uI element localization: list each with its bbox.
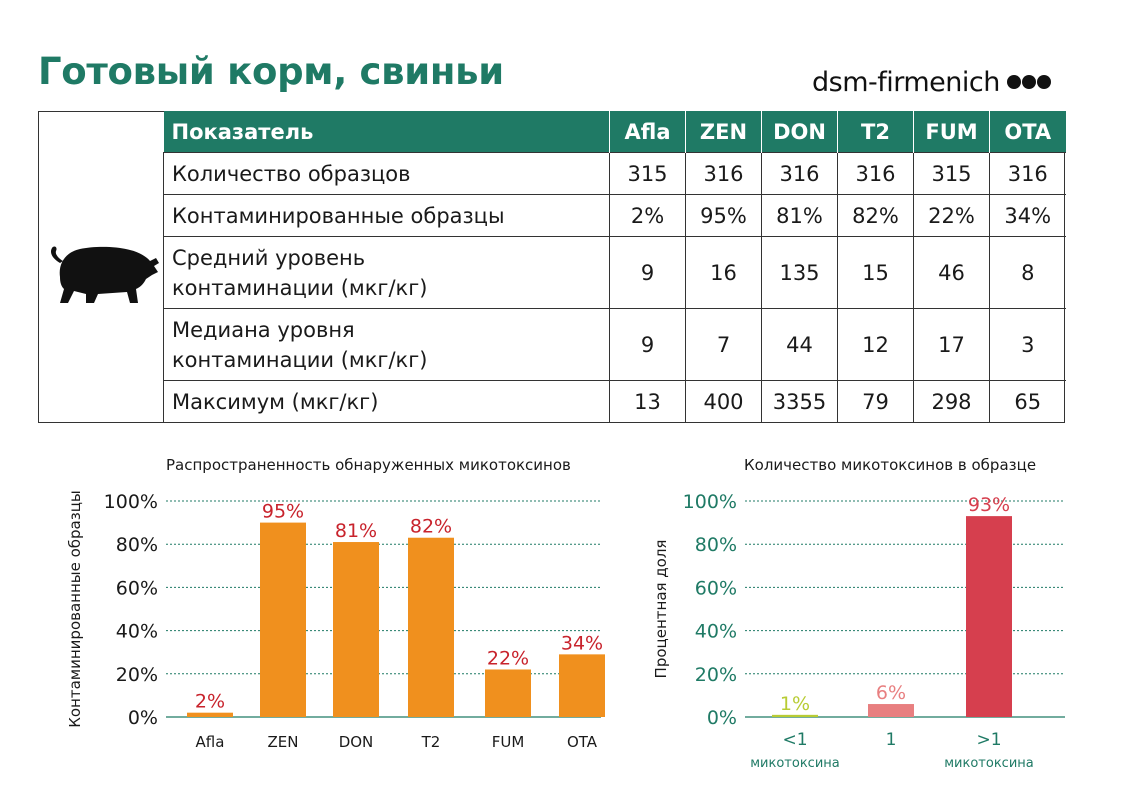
table-body [164,153,1066,424]
x-tick-label: микотоксина [750,756,840,771]
y-tick-label: 60% [694,577,737,600]
bar [559,654,605,717]
table-cell: 2% [610,195,686,237]
y-tick-label: 80% [694,534,737,557]
column-header-indicator: Показатель [164,111,610,153]
bar [333,542,379,717]
row-label-line: Максимум (мкг/кг) [172,390,379,415]
y-axis-label: Процентная доля [652,539,670,679]
row-label [164,381,610,423]
table-cell: 315 [610,153,686,195]
y-tick-label: 100% [682,491,737,513]
table-row [164,195,1066,237]
chart-title-prevalence: Распространенность обнаруженных микотоксинов [166,456,571,474]
page-title: Готовый корм, свиньи [38,50,504,93]
row-label-line: контаминации (мкг/кг) [172,275,428,300]
table-cell: 3 [990,309,1066,381]
table-cell: 81% [762,195,838,237]
x-tick-label: >1 [976,730,1002,750]
y-tick-label: 0% [127,707,158,729]
data-label: 6% [875,682,907,705]
pig-icon [42,237,162,307]
table-cell: 316 [838,153,914,195]
x-tick-label: FUM [491,733,525,751]
data-label: 2% [194,690,226,713]
table-cell: 9 [610,237,686,309]
column-header-fum: FUM [914,111,990,153]
table-cell: 13 [610,381,686,423]
table-cell: 8 [990,237,1066,309]
x-tick-label: OTA [566,733,598,751]
y-tick-label: 100% [103,491,158,513]
bar [868,704,914,717]
data-label: 22% [486,647,530,670]
row-label-line: Контаминированные образцы [172,203,505,228]
table-cell: 298 [914,381,990,423]
y-tick-label: 40% [115,620,158,643]
column-header-ota: OTA [990,111,1066,153]
table-cell: 46 [914,237,990,309]
bar [485,669,531,717]
table-cell: 316 [686,153,762,195]
table-cell: 316 [762,153,838,195]
table-row [164,309,1066,381]
table-cell: 400 [686,381,762,423]
table-cell: 15 [838,237,914,309]
data-label: 34% [560,632,604,655]
table-cell: 34% [990,195,1066,237]
bar [966,516,1012,717]
column-header-t2: T2 [838,111,914,153]
x-tick-label: ZEN [267,733,299,751]
bar [408,538,454,717]
y-tick-label: 60% [115,577,158,600]
x-tick-label: T2 [421,733,441,751]
column-header-don: DON [762,111,838,153]
x-tick-label: Afla [195,733,225,751]
table-cell: 9 [610,309,686,381]
data-label: 95% [261,500,305,523]
column-header-afla: Afla [610,111,686,153]
table-cell: 22% [914,195,990,237]
row-label-line: Количество образцов [172,161,411,186]
table-cell: 17 [914,309,990,381]
three-dots-logo-icon [1007,75,1051,89]
y-tick-label: 20% [694,663,737,686]
row-label-line: Медиана уровня [172,317,355,342]
table-cell: 7 [686,309,762,381]
x-tick-label: <1 [782,730,808,750]
y-tick-label: 40% [694,620,737,643]
table-cell: 135 [762,237,838,309]
charts-canvas [0,440,1123,794]
chart-title-count: Количество микотоксинов в образце [744,456,1037,474]
data-label: 82% [409,515,453,538]
table-cell: 95% [686,195,762,237]
row-label [164,309,610,381]
row-label [164,153,610,195]
table-cell: 16 [686,237,762,309]
data-label: 1% [779,692,811,715]
table-row [164,381,1066,423]
y-tick-label: 80% [115,534,158,557]
y-tick-label: 20% [115,663,158,686]
table-cell: 3355 [762,381,838,423]
company-logo [812,64,1051,100]
table-row [164,153,1066,195]
x-tick-label: 1 [885,730,897,750]
x-tick-label: DON [338,733,374,751]
y-tick-label: 0% [706,707,737,729]
table-cell: 79 [838,381,914,423]
table-cell: 82% [838,195,914,237]
x-tick-label: микотоксина [944,756,1034,771]
table-cell: 44 [762,309,838,381]
table-cell: 316 [990,153,1066,195]
data-label: 81% [334,520,378,543]
bar [260,523,306,717]
row-label [164,195,610,237]
bar [187,713,233,717]
row-label-line: контаминации (мкг/кг) [172,347,428,372]
mycotoxin-table [163,111,1066,423]
table-cell: 12 [838,309,914,381]
table-row [164,237,1066,309]
row-label [164,237,610,309]
column-header-zen: ZEN [686,111,762,153]
row-label-line: Средний уровень [172,245,366,270]
table-cell: 65 [990,381,1066,423]
data-label: 93% [967,494,1011,517]
bar [772,715,818,717]
logo-text: dsm-firmenich [812,66,1000,98]
y-axis-label: Контаминированные образцы [66,490,84,728]
table-cell: 315 [914,153,990,195]
table-header-row [164,111,1066,153]
